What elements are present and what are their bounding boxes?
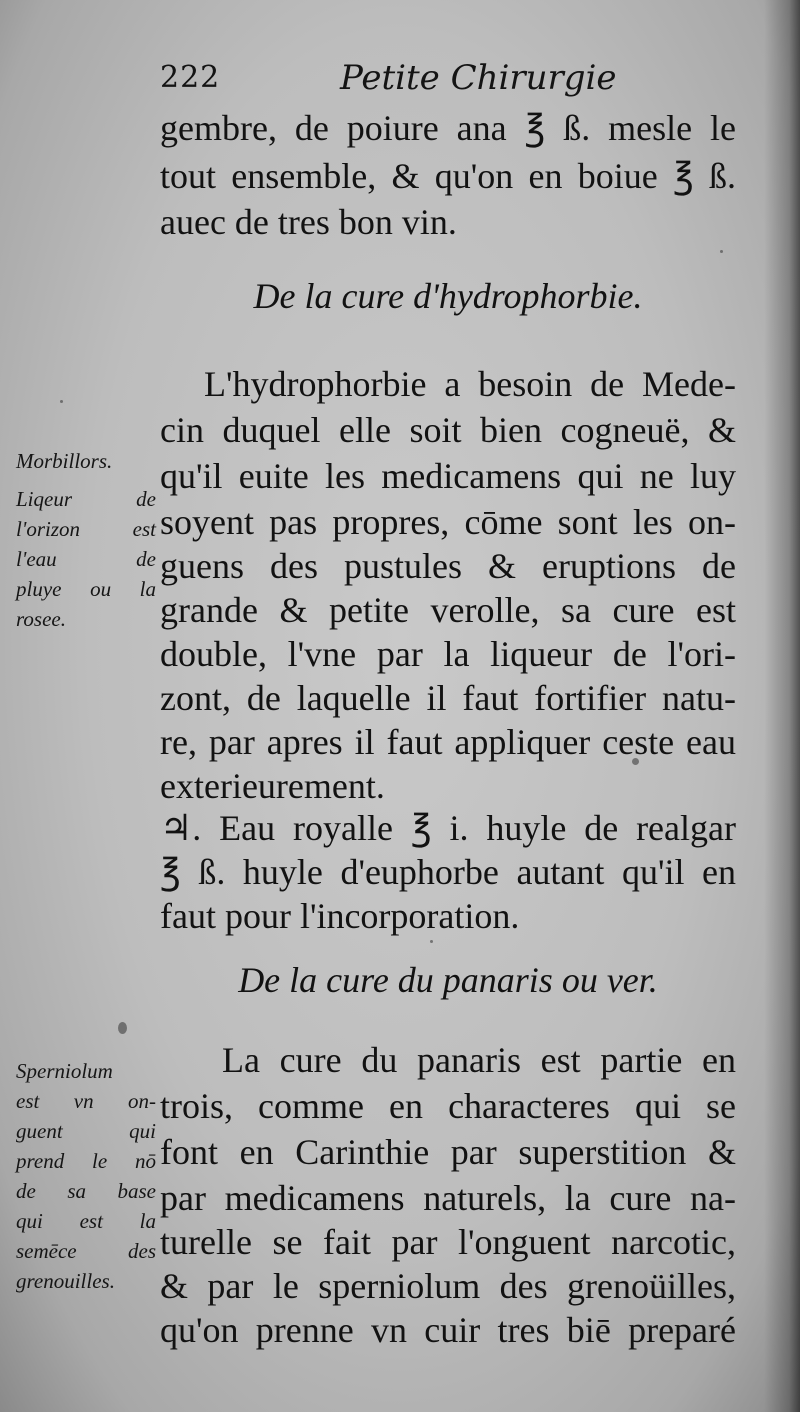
margin-line: l'eau de: [16, 547, 156, 571]
ink-speck: [430, 940, 433, 943]
margin-line: guent qui: [16, 1119, 156, 1143]
text-line: qu'on prenne vn cuir tres biē preparé: [160, 1310, 736, 1350]
text-line: qu'il euite les medicamens qui ne luy: [160, 456, 736, 496]
text-line: L'hydrophorbie a besoin de Mede-: [204, 364, 736, 404]
text-line: zont, de laquelle il faut fortifier natu-: [160, 678, 736, 718]
margin-line: est vn on-: [16, 1089, 156, 1113]
text-line: trois, comme en characteres qui se: [160, 1086, 736, 1126]
text-line: turelle se fait par l'onguent narcotic,: [160, 1222, 736, 1262]
margin-line: rosee.: [16, 607, 66, 631]
margin-line: prend le nō: [16, 1149, 156, 1173]
ink-speck: [60, 400, 63, 403]
page-edge-shadow: [764, 0, 800, 1412]
text-line: double, l'vne par la liqueur de l'ori-: [160, 634, 736, 674]
page-header: [160, 52, 740, 106]
text-line: re, par apres il faut appliquer ceste eau: [160, 722, 736, 762]
margin-line: Liqeur de: [16, 487, 156, 511]
ink-speck: [118, 1022, 127, 1034]
margin-line: Sperniolum: [16, 1059, 113, 1083]
margin-line: semēce des: [16, 1239, 156, 1263]
text-line: exterieurement.: [160, 766, 385, 806]
margin-line: Morbillors.: [16, 449, 113, 473]
running-title: Petite Chirurgie: [340, 58, 617, 98]
text-line: tout ensemble, & qu'on en boiue ℥ ß.: [160, 156, 736, 196]
margin-note-morbillors: [16, 446, 156, 476]
text-line: guens des pustules & eruptions de: [160, 546, 736, 586]
text-line: ℥ ß. huyle d'euphorbe autant qu'il en: [160, 852, 736, 892]
text-line: grande & petite verolle, sa cure est: [160, 590, 736, 630]
text-line: La cure du panaris est partie en: [222, 1040, 736, 1080]
margin-line: qui est la: [16, 1209, 156, 1233]
margin-line: pluye ou la: [16, 577, 156, 601]
margin-note-sperniolum: [16, 1056, 156, 1296]
text-line: font en Carinthie par superstition &: [160, 1132, 736, 1172]
text-line: faut pour l'incorporation.: [160, 896, 520, 936]
section-heading-hydrophorbie: De la cure d'hydrophorbie.: [253, 276, 643, 316]
text-line: gembre, de poiure ana ℥ ß. mesle le: [160, 108, 736, 148]
page-number: 222: [160, 60, 221, 95]
text-line: par medicamens naturels, la cure na-: [160, 1178, 736, 1218]
text-line: auec de tres bon vin.: [160, 202, 457, 242]
margin-line: de sa base: [16, 1179, 156, 1203]
margin-line: grenouilles.: [16, 1269, 115, 1293]
text-line: & par le sperniolum des grenoüilles,: [160, 1266, 736, 1306]
ink-speck: [720, 250, 723, 253]
text-line: cin duquel elle soit bien cogneuë, &: [160, 410, 736, 450]
margin-line: l'orizon est: [16, 517, 156, 541]
text-line: soyent pas propres, cōme sont les on-: [160, 502, 736, 542]
margin-note-liqueur: [16, 484, 156, 634]
text-line: ♃. Eau royalle ℥ i. huyle de realgar: [160, 808, 736, 848]
section-heading-panaris: De la cure du panaris ou ver.: [238, 960, 658, 1000]
